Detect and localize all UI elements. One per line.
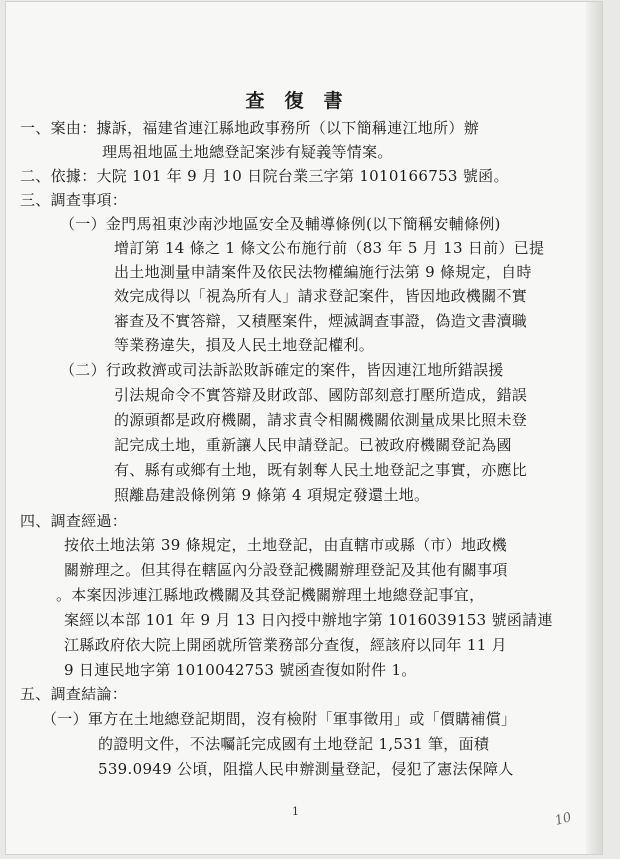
document-page <box>6 2 602 854</box>
text-line: 引法規命令不實答辯及財政部、國防部刻意打壓所造成，錯誤 <box>114 386 528 404</box>
text-line: 有、縣有或鄉有土地，既有剝奪人民土地登記之事實，亦應比 <box>114 461 528 479</box>
page-edge-shadow <box>586 2 602 854</box>
text-line: 江縣政府依大院上開函就所管業務部分查復，經該府以同年 11 月 <box>64 636 507 654</box>
text-line: 案經以本部 101 年 9 月 13 日內授中辦地字第 1016039153 號函請連 <box>64 611 553 629</box>
page-number: 1 <box>292 805 299 818</box>
text-line: 理馬祖地區土地總登記案涉有疑義等情案。 <box>102 143 393 161</box>
text-line: 效完成得以「視為所有人」請求登記案件，皆因地政機關不實 <box>114 287 528 305</box>
handwritten-margin-mark: 10 <box>553 810 574 829</box>
document-title: 查復書 <box>245 90 363 112</box>
text-line: 二、依據：大院 101 年 9 月 10 日院台業三字第 1010166753 號函。 <box>20 167 509 185</box>
text-line: 出土地測量申請案件及依民法物權編施行法第 9 條規定，自時 <box>114 263 532 281</box>
text-line: 。本案因涉連江縣地政機關及其登記機關辦理土地總登記事宜， <box>56 586 485 604</box>
text-line: 四、調查經過： <box>20 512 128 530</box>
text-line: 9 日連民地字第 1010042753 號函查復如附件 1。 <box>64 661 417 679</box>
text-line: 照離島建設條例第 9 條第 4 項規定發還土地。 <box>114 486 430 504</box>
text-line: 審查及不實答辯，又積壓案件，煙滅調查事證，偽造文書瀆職 <box>114 312 528 330</box>
text-line: 一、案由：據訴，福建省連江縣地政事務所（以下簡稱連江地所）辦 <box>20 119 480 137</box>
text-line: 五、調查結論： <box>20 685 128 703</box>
text-line: （二）行政救濟或司法訴訟敗訴確定的案件，皆因連江地所錯誤援 <box>60 361 504 379</box>
text-line: 539.0949 公頃，阻擋人民申辦測量登記，侵犯了憲法保障人 <box>98 760 514 778</box>
text-line: 三、調查事項： <box>20 191 128 209</box>
text-line: 的源頭都是政府機關，請求責令相關機關依測量成果比照未登 <box>114 411 528 429</box>
text-line: 記完成土地，重新讓人民申請登記。已被政府機關登記為國 <box>114 436 512 454</box>
text-line: （一）金門馬祖東沙南沙地區安全及輔導條例(以下簡稱安輔條例) <box>60 215 501 233</box>
text-line: 等業務違失，損及人民土地登記權利。 <box>114 336 375 354</box>
text-line: 的證明文件，不法囑託完成國有土地登記 1,531 筆，面積 <box>98 735 490 753</box>
text-line: 按依土地法第 39 條規定，土地登記，由直轄市或縣（市）地政機 <box>64 536 507 554</box>
text-line: （一）軍方在土地總登記期間，沒有檢附「軍事徵用」或「價購補償」 <box>42 710 517 728</box>
text-line: 增訂第 14 條之 1 條文公布施行前（83 年 5 月 13 日前）已提 <box>114 239 545 257</box>
text-line: 關辦理之。但其得在轄區內分設登記機關辦理登記及其他有關事項 <box>64 561 508 579</box>
